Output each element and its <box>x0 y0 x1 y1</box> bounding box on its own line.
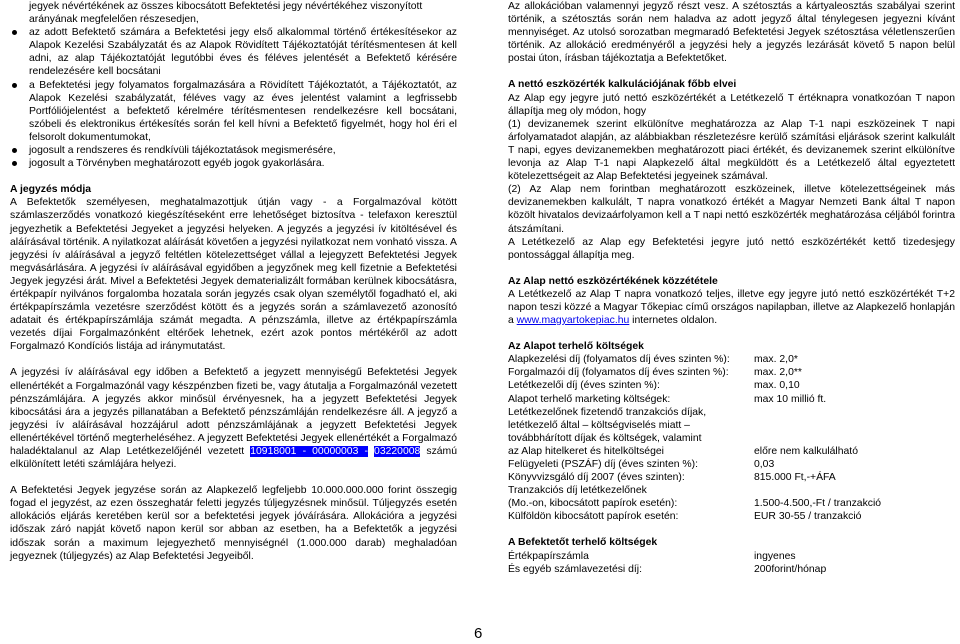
cost-value: max. 2,0* <box>754 354 798 366</box>
cost-label: Letétkezelőnek fizetendő tranzakciós díjak, <box>508 406 707 418</box>
cost-value: EUR 30-55 / tranzakció <box>754 511 862 523</box>
bullet-icon <box>12 83 17 88</box>
right-column <box>508 0 955 576</box>
cost-label: És egyéb számlavezetési díj: <box>508 563 642 575</box>
cost-row <box>508 353 955 366</box>
bullet-icon <box>12 148 17 153</box>
cost-value: előre nem kalkulálható <box>754 445 858 457</box>
cost-value: 1.500-4.500,-Ft / tranzakció <box>754 498 882 510</box>
payment-text-end: számú elkülönített letéti számlájára helyezi. <box>10 446 457 471</box>
publication-text-end: internetes oldalon. <box>629 315 718 327</box>
bullet-icon <box>12 161 17 166</box>
cost-row <box>508 550 955 563</box>
list-item <box>10 157 457 170</box>
section-heading-fund-costs: Az Alapot terhelő költségek <box>508 341 644 353</box>
page-number: 6 <box>474 625 483 642</box>
publication-paragraph <box>508 288 955 327</box>
cost-label: Alapkezelési díj (folyamatos díj éves szinten %): <box>508 354 730 366</box>
left-column <box>10 0 457 563</box>
cost-row <box>508 458 955 471</box>
list-item-text: jogosult a Törvényben meghatározott egyéb jogok gyakorlására. <box>29 158 325 170</box>
oversubscription-paragraph: A Befektetési Jegyek jegyzése során az Alapkezelő legfeljebb 10.000.000.000 forint összegig fogad el jegyzést, az ezen összeghatár feletti jegyzés túljegyzésnek minősül. Túljegyzés esetén allokációs eljárás keretében kerül sor a befektetési jegyek jóváírására. Allokációra a jegyzési időszak záró napját követő napon kerül sor abban az esetben, ha a Befektetők a jegyzési időszak során a maximum lejegyezhető mennyiségnél (1.000.000 darab) meghaladóan jegyeznek (túljegyzés) az Alap Befektetési Jegyeiből. <box>10 485 457 562</box>
fund-costs-table <box>508 353 955 523</box>
allocation-paragraph: Az allokációban valamennyi jegyző részt vesz. A szétosztás a kártyaleosztás szabályai szerint történik, a szétosztás során nem haladva az adott jegyző által ténylegesen jegyezni kívánt mennyiséget. Az utolsó sorozatban megmaradó Befektetési Jegyek szétosztása véletlenszerűen történik. Az allokáció eredményéről a jegyzési hely a jegyzés lezárását követő 5 napon belül postai úton, írásban tájékoztatja a Befektetőket. <box>508 1 955 65</box>
cost-label: letétkezelő által – költségviselés miatt – <box>508 419 690 431</box>
cost-row <box>508 379 955 392</box>
list-item-text: a Befektetési jegy folyamatos forgalmazására a Rövidített Tájékoztatót, a Tájékoztatót, az Alapok Kezelési szabályzatát, féléves vagy az éves jelentést valamint a legfrissebb Portfóliójelentést a befektető kérelmére térítésmentesen rendelkezésre kell bocsátani, szóbeli és elektronikus értékesítés során fel kell hívni a Befektető figyelmét, hogy hol éri el felsorolt dokumentumokat, <box>29 79 457 143</box>
section-heading-publication: Az Alap nettó eszközértékének közzététele <box>508 275 718 287</box>
payment-paragraph <box>10 366 457 471</box>
cost-value: max 10 millió ft. <box>754 393 827 405</box>
cost-row <box>508 563 955 576</box>
cost-label: Könyvvizsgáló díj 2007 (éves szinten): <box>508 472 685 484</box>
nav-paragraph: (1) devizanemek szerint elkülönítve meghatározza az Alap T-1 napi eszközeinek T napi árfolyamatadot alapján, az alábbiakban részletezésre kerülő számítási eljárások szerint kalkulált T napi, egyes devizanemekben meghatározott piaci értékét, és devizanemek szerint elkülönítve levonja az Alap T-1 napi Alapkezelő által megküldött és a Letétkezelő által egyeztetett kötelezettségeit az Alap Befektetési jegyeinek számával. <box>508 118 955 183</box>
website-link[interactable]: www.magyartokepiac.hu <box>516 315 630 327</box>
nav-paragraph: A Letétkezelő az Alap egy Befektetési jegyre jutó nettó eszközértékét kettő tizedesjegy pontossággal állapítja meg. <box>508 236 955 261</box>
cost-row <box>508 497 955 510</box>
publication-text: A Letétkezelő az Alap T napra vonatkozó teljes, illetve egy jegyre jutó nettó eszközértékét T+2 napon teszi közzé a Magyar Tőkepiac című országos napilapban, illetve az Alapkezelő honlapján a <box>508 288 955 327</box>
cost-row <box>508 510 955 523</box>
cost-row <box>508 393 955 406</box>
list-item-text: jogosult a rendszeres és rendkívüli tájékoztatások megismerésére, <box>29 145 336 157</box>
cost-row <box>508 419 955 432</box>
cost-row <box>508 366 955 379</box>
subscription-paragraph: A Befektetők személyesen, meghatalmazottjuk útján vagy - a Forgalmazóval kötött számlaszerződés vonatkozó kiegészítéseként erre lehetőséget biztosítva - telefaxon keresztül jegyezhetik a Befektetési Jegyeket a jegyzési helyeken. A jegyzés a jegyzési ív kitöltésével és aláírásával történik. A nyilatkozat aláírását követően a jegyzési nyilatkozat nem vonható vissza. A jegyzési ív aláírásával a jegyző feltétlen kötelezettséget vállal a lejegyzett Befektetési Jegyek megvásárlására. A jegyzési ív aláírásával egyidőben a jegyzőnek meg kell fizetnie a Befektetési Jegyek jegyzési árát. Mivel a Befektetési Jegyek dematerializált formában kerülnek kibocsátásra, értékpapír nyilvános forgalomba hozatala során jegyzés csak olyan személytől fogadható el, aki értékpapírszámla vezetésre szerződést kötött és a jegyzés során a számlavezető azonosító adatait és értékpapírszámlája számát megadta. A pénzszámla, illetve az értékpapírszámla vezetés díjai Forgalmazónként eltérőek lehetnek, ezért azok pontos mértékéről az adott Forgalmazó Kondíciós listája ad iránymutatást. <box>10 197 457 353</box>
cost-value: 815.000 Ft,-+ÁFA <box>754 472 836 484</box>
rights-list <box>10 0 457 170</box>
cost-label: Tranzakciós díj letétkezelőnek <box>508 485 647 497</box>
section-heading-nav: A nettó eszközérték kalkulációjának főbb elvei <box>508 79 737 91</box>
cost-value: ingyenes <box>754 550 796 562</box>
cost-label: az Alap hitelkeret és hitelköltségei <box>508 445 664 457</box>
payment-text: A jegyzési ív aláírásával egy időben a Befektető a jegyzett mennyiségű Befektetési Jegyek ellenértékét a Forgalmazónál vagy készpénzben fizeti be, vagy átutalja a Forgalmazónál vezetett pénzszámlájára. A jegyzés akkor minősül érvényesnek, ha a jegyzett Befektetési Jegyek kibocsátási ára a jegyzés pillanatában a Befektető pénzszámláján rendelkezésre áll. A jegyző a jegyzési ív aláírásával hozzájárul adott pénzszámlájának a jegyzett Befektetési Jegyek ellenértékével történő megterheléséhez. A jegyzett Befektetési Jegyek ellenértékét a Forgalmazó haladéktalanul az Alap Letétkezelőjénél vezetett <box>10 367 457 457</box>
cost-value <box>754 432 955 445</box>
cost-row <box>508 406 955 419</box>
nav-paragraph: (2) Az Alap nem forintban meghatározott eszközeinek, illetve kötelezettségeinek más devizanemekben kalkulált, T napra vonatkozó értékét a Magyar Nemzeti Bank által T napon közölt hivatalos devizaárfolyamon kell a T napi nettó eszközérték meghatározása céljából forintra átszámítani. <box>508 184 955 235</box>
account-number: 10918001 - 00000003 - <box>250 446 368 457</box>
cost-label: továbbhárított díjak és költségek, valamint <box>508 432 702 444</box>
list-item-continued <box>10 0 457 26</box>
cost-value <box>754 484 955 497</box>
cost-label: Letétkezelői díj (éves szinten %): <box>508 380 660 392</box>
bullet-icon <box>12 30 17 35</box>
cost-row <box>508 432 955 445</box>
text-line: arányának megfelelően részesedjen, <box>29 14 199 26</box>
text-line: jegyek névértékének az összes kibocsátott Befektetési jegy névértékéhez viszonyított <box>29 1 423 12</box>
cost-label: Forgalmazói díj (folyamatos díj éves szinten %): <box>508 367 729 379</box>
cost-value: max. 0,10 <box>754 380 800 392</box>
cost-value: 0,03 <box>754 459 775 470</box>
list-item-text: az adott Befektető számára a Befektetési jegy első alkalommal történő értékesítésekor az Alapok Kezelési Szabályzatát és az Alapok Rövidített Tájékoztatóját térítésmentesen át kell adni, az alap Tájékoztatóját legutóbbi éves és féléves jelentését a Befektető kérésére rendelezésére kell bocsátani <box>29 27 457 78</box>
section-heading-subscription: A jegyzés módja <box>10 184 92 196</box>
investor-costs-table <box>508 550 955 576</box>
cost-value <box>754 406 955 419</box>
cost-value: max. 2,0** <box>754 367 802 379</box>
list-item <box>10 79 457 144</box>
cost-label: Felügyeleti (PSZÁF) díj (éves szinten %): <box>508 459 698 470</box>
cost-value: 200forint/hónap <box>754 563 827 575</box>
cost-row <box>508 471 955 484</box>
cost-row <box>508 484 955 497</box>
cost-label: Értékpapírszámla <box>508 550 589 562</box>
cost-label: Alapot terhelő marketing költségek: <box>508 393 671 405</box>
list-item <box>10 26 457 78</box>
nav-paragraph: Az Alap egy jegyre jutó nettó eszközértékét a Letétkezelő T értéknapra vonatkozóan T napon állapítja meg oly módon, hogy <box>508 92 955 117</box>
account-number-cont: 03220008 <box>374 446 421 457</box>
cost-label: (Mo.-on, kibocsátott papírok esetén): <box>508 498 678 510</box>
section-heading-investor-costs: A Befektetőt terhelő költségek <box>508 537 658 549</box>
cost-row <box>508 445 955 458</box>
cost-value <box>754 419 955 432</box>
cost-label: Külföldön kibocsátott papírok esetén: <box>508 511 679 523</box>
list-item <box>10 144 457 157</box>
